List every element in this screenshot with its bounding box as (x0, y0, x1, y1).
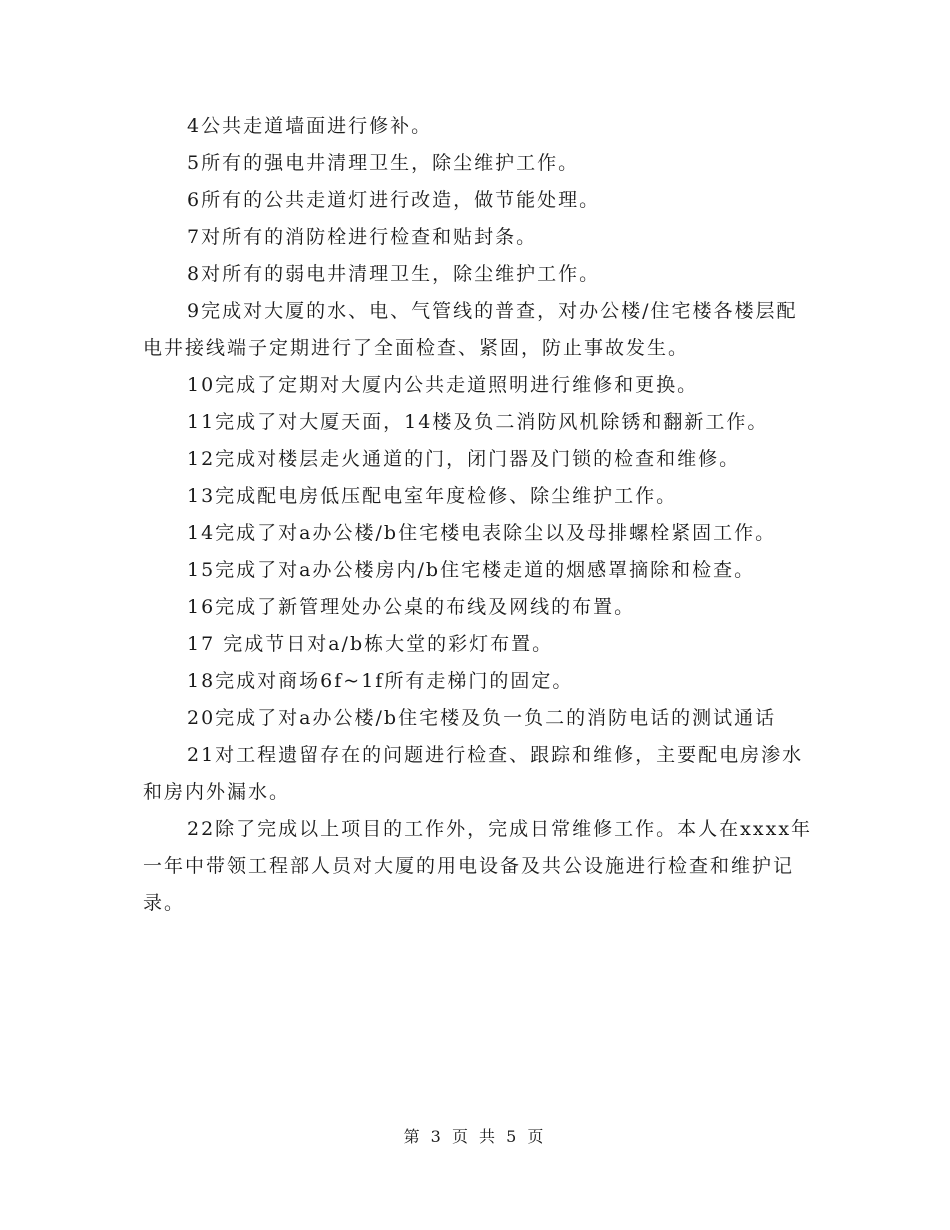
paragraph: 9完成对大厦的水、电、气管线的普查，对办公楼/住宅楼各楼层配电井接线端子定期进行了全面检查、紧固，防止事故发生。 (143, 300, 798, 359)
paragraph: 20完成了对a办公楼/b住宅楼及负一负二的消防电话的测试通话 (187, 707, 777, 729)
paragraph: 13完成配电房低压配电室年度检修、除尘维护工作。 (187, 485, 678, 507)
paragraph: 8对所有的弱电井清理卫生，除尘维护工作。 (187, 263, 601, 285)
paragraph: 17 完成节日对a/b栋大堂的彩灯布置。 (187, 633, 554, 655)
paragraph: 5所有的强电井清理卫生，除尘维护工作。 (187, 152, 580, 174)
paragraph: 18完成对商场6f~1f所有走梯门的固定。 (187, 670, 574, 692)
paragraph: 16完成了新管理处办公桌的布线及网线的布置。 (187, 596, 636, 618)
paragraph: 12完成对楼层走火通道的门，闭门器及门锁的检查和维修。 (187, 448, 741, 470)
paragraph: 11完成了对大厦天面，14楼及负二消防风机除锈和翻新工作。 (187, 411, 769, 433)
paragraph: 21对工程遗留存在的问题进行检查、跟踪和维修，主要配电房渗水和房内外漏水。 (143, 744, 804, 803)
paragraph: 7对所有的消防栓进行检查和贴封条。 (187, 226, 538, 248)
paragraph: 10完成了定期对大厦内公共走道照明进行维修和更换。 (187, 374, 699, 396)
paragraph: 15完成了对a办公楼房内/b住宅楼走道的烟感罩摘除和检查。 (187, 559, 756, 581)
paragraph: 22除了完成以上项目的工作外，完成日常维修工作。本人在xxxx年一年中带领工程部人员对大厦的用电设备及共公设施进行检查和维护记录。 (143, 818, 813, 914)
document-body (143, 108, 813, 922)
paragraph: 6所有的公共走道灯进行改造，做节能处理。 (187, 189, 601, 211)
paragraph: 14完成了对a办公楼/b住宅楼电表除尘以及母排螺栓紧固工作。 (187, 522, 777, 544)
page-number-footer: 第 3 页 共 5 页 (403, 1127, 547, 1146)
paragraph: 4公共走道墙面进行修补。 (187, 115, 433, 137)
